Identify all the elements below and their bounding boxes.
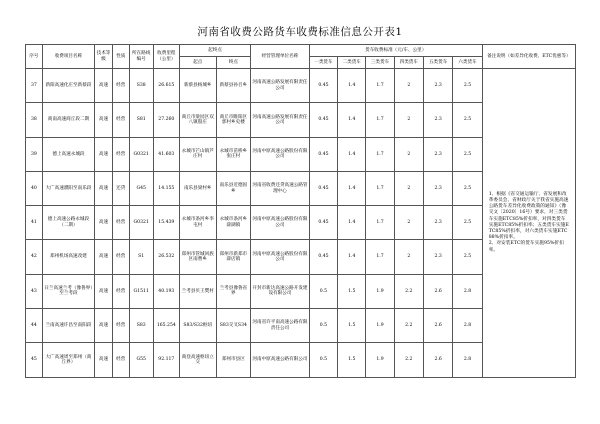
cell-operator: 河南中原高速公路股份有限公司 [251, 206, 310, 240]
cell-route-code: G0321 [129, 137, 153, 171]
cell-start-point: S83/S32枢纽 [179, 309, 216, 343]
cell-route-code: S38 [129, 69, 153, 103]
cell-rate-class-1: 0.5 [309, 274, 337, 308]
cell-grade: 高速 [95, 69, 113, 103]
cell-rate-class-3: 1.9 [366, 274, 394, 308]
cell-project-name: 德上高速公路永城段（二期） [42, 206, 94, 240]
header-mileage: 收费里程（公里） [153, 45, 179, 69]
cell-rate-class-6: 2.5 [453, 240, 482, 274]
cell-route-code: S83 [129, 309, 153, 343]
cell-rate-class-1: 0.5 [309, 343, 337, 377]
cell-rate-class-1: 0.45 [309, 103, 337, 137]
header-end: 终点 [216, 57, 251, 69]
cell-end-point: 永城市苗桥乡张庄村 [216, 137, 251, 171]
toll-table [25, 44, 576, 378]
cell-rate-class-2: 1.4 [338, 69, 366, 103]
cell-route-code: S1 [129, 240, 153, 274]
cell-end-point: S83交叉S34 [216, 309, 251, 343]
cell-mileage: 15.439 [153, 206, 179, 240]
cell-rate-class-3: 1.7 [366, 171, 394, 205]
cell-seq: 37 [26, 69, 43, 103]
cell-operator: 河南中原高速公路有限公司 [251, 343, 310, 377]
cell-grade: 高速 [95, 240, 113, 274]
header-operator: 经营管理单位名称 [251, 45, 310, 69]
remark-note: 1、根据《省交通运输厅、省发展和改革委员会、省财政厅关于我省实施高速公路货车差异化收费政策的通知》（豫交文〔2020〕16号）要求，对三类货车实施ETC85%折扣率，对四类货车实施ETC85%折扣率；五类货车实施ETC85%折扣率，对六类货车实施ETC88%折扣率。 2、对安装ETC的货车实施95%折扣率。 [482, 69, 575, 378]
cell-rate-class-2: 1.5 [338, 274, 366, 308]
cell-operator: 河南中原高速公路股份有限公司 [251, 137, 310, 171]
cell-rate-class-5: 2.3 [423, 240, 452, 274]
header-class-5: 五类货车 [423, 57, 452, 69]
cell-nature: 经营 [112, 274, 129, 308]
cell-seq: 41 [26, 206, 43, 240]
cell-project-name: 兰南高速许昌至南阳段 [42, 309, 94, 343]
cell-mileage: 41.603 [153, 137, 179, 171]
cell-start-point: 商登高速枢纽立交 [179, 343, 216, 377]
cell-rate-class-5: 2.3 [423, 137, 452, 171]
cell-rate-class-6: 2.5 [453, 103, 482, 137]
header-code: 所在路线编号 [129, 45, 153, 69]
cell-rate-class-6: 2.8 [453, 343, 482, 377]
cell-rate-class-4: 2.2 [394, 274, 423, 308]
cell-nature: 经营 [112, 240, 129, 274]
cell-grade: 高速 [95, 137, 113, 171]
cell-end-point: 新蔡县孙召乡 [216, 69, 251, 103]
cell-start-point: 永城市条河乡李屯村 [179, 206, 216, 240]
cell-rate-class-1: 0.45 [309, 69, 337, 103]
cell-nature: 经营 [112, 309, 129, 343]
cell-rate-class-6: 2.8 [453, 274, 482, 308]
cell-rate-class-6: 2.8 [453, 309, 482, 343]
header-nature: 性质 [112, 45, 129, 69]
cell-seq: 40 [26, 171, 43, 205]
cell-route-code: G55 [129, 343, 153, 377]
cell-mileage: 26.532 [153, 240, 179, 274]
cell-rate-class-3: 1.9 [366, 309, 394, 343]
header-seq: 序号 [26, 45, 43, 69]
header-name: 收费项目名称 [42, 45, 94, 69]
cell-seq: 38 [26, 103, 43, 137]
cell-nature: 经营 [112, 103, 129, 137]
cell-project-name: 新阳高速化庄至新蔡段 [42, 69, 94, 103]
cell-rate-class-6: 2.5 [453, 171, 482, 205]
cell-operator: 河南省许平南高速公路有限责任公司 [251, 309, 310, 343]
cell-rate-class-1: 0.5 [309, 309, 337, 343]
cell-rate-class-3: 1.7 [366, 206, 394, 240]
cell-rate-class-4: 2 [394, 171, 423, 205]
cell-rate-class-5: 2.6 [423, 274, 452, 308]
cell-rate-class-4: 2 [394, 240, 423, 274]
cell-start-point: 永城市芒山镇芦庄村 [179, 137, 216, 171]
header-grade: 技术等级 [95, 45, 113, 69]
table-row [26, 69, 576, 103]
cell-rate-class-6: 2.5 [453, 206, 482, 240]
cell-grade: 高速 [95, 206, 113, 240]
cell-rate-class-1: 0.45 [309, 206, 337, 240]
cell-start-point: 郑州市管城回族区南曹乡 [179, 240, 216, 274]
header-rate-group: 货车收费标准（元/车、公里） [309, 45, 482, 57]
cell-grade: 高速 [95, 274, 113, 308]
cell-end-point: 永城市条河乡薛湖镇 [216, 206, 251, 240]
cell-grade: 高速 [95, 309, 113, 343]
cell-rate-class-2: 1.4 [338, 240, 366, 274]
cell-rate-class-6: 2.5 [453, 69, 482, 103]
cell-rate-class-1: 0.45 [309, 240, 337, 274]
cell-rate-class-4: 2 [394, 206, 423, 240]
cell-nature: 还贷 [112, 171, 129, 205]
cell-rate-class-5: 2.3 [423, 103, 452, 137]
cell-rate-class-4: 2 [394, 103, 423, 137]
cell-rate-class-4: 2.2 [394, 343, 423, 377]
cell-rate-class-3: 1.7 [366, 137, 394, 171]
cell-rate-class-3: 1.9 [366, 343, 394, 377]
cell-rate-class-2: 1.4 [338, 206, 366, 240]
cell-rate-class-1: 0.45 [309, 171, 337, 205]
header-class-2: 二类货车 [338, 57, 366, 69]
cell-route-code: S81 [129, 103, 153, 137]
header-class-4: 四类货车 [394, 57, 423, 69]
header-start-end: 起终点 [179, 45, 250, 57]
cell-mileage: 92.117 [153, 343, 179, 377]
cell-end-point: 兰考县豫鲁省界 [216, 274, 251, 308]
cell-project-name: 日兰高速兰考（豫鲁界）至兰考段 [42, 274, 94, 308]
header-start: 起点 [179, 57, 216, 69]
cell-nature: 经营 [112, 69, 129, 103]
cell-route-code: G0321 [129, 206, 153, 240]
cell-grade: 高速 [95, 103, 113, 137]
cell-rate-class-4: 2 [394, 69, 423, 103]
cell-grade: 高速 [95, 171, 113, 205]
cell-mileage: 26.615 [153, 69, 179, 103]
cell-grade: 高速 [95, 343, 113, 377]
cell-route-code: G1511 [129, 274, 153, 308]
table-body [26, 69, 576, 378]
cell-rate-class-4: 2.2 [394, 309, 423, 343]
cell-project-name: 郑州机场高速改建 [42, 240, 94, 274]
cell-project-name: 商南高速商丘段二期 [42, 103, 94, 137]
cell-mileage: 14.155 [153, 171, 179, 205]
cell-rate-class-3: 1.7 [366, 69, 394, 103]
cell-operator: 河南中原高速公路股份有限公司 [251, 240, 310, 274]
cell-operator: 河南高速公路发展有限责任公司 [251, 69, 310, 103]
cell-operator: 河南省收费还贷高速公路管理中心 [251, 171, 310, 205]
cell-mileage: 165.254 [153, 309, 179, 343]
cell-nature: 经营 [112, 137, 129, 171]
cell-operator: 河南高速公路发展有限责任公司 [251, 103, 310, 137]
cell-rate-class-1: 0.45 [309, 137, 337, 171]
page-title: 河南省收费公路货车收费标准信息公开表1 [197, 26, 403, 38]
cell-nature: 经营 [112, 343, 129, 377]
cell-start-point: 新蔡县杨城乡 [179, 69, 216, 103]
cell-rate-class-2: 1.4 [338, 103, 366, 137]
cell-rate-class-6: 2.5 [453, 137, 482, 171]
cell-rate-class-3: 1.7 [366, 240, 394, 274]
cell-rate-class-2: 1.5 [338, 343, 366, 377]
cell-operator: 开封市新达高速公路开发建设有限公司 [251, 274, 310, 308]
cell-rate-class-5: 2.3 [423, 69, 452, 103]
header-class-3: 三类货车 [366, 57, 394, 69]
cell-project-name: 德上高速永城段 [42, 137, 94, 171]
cell-route-code: G45 [129, 171, 153, 205]
cell-start-point: 兰考县贝王樊村 [179, 274, 216, 308]
cell-mileage: 27.260 [153, 103, 179, 137]
cell-rate-class-5: 2.6 [423, 343, 452, 377]
header-class-6: 六类货车 [453, 57, 482, 69]
cell-end-point: 郑州市县区 [216, 343, 251, 377]
cell-start-point: 商丘市梁园区双八镇殷庄 [179, 103, 216, 137]
cell-rate-class-5: 2.3 [423, 206, 452, 240]
header-class-1: 一类货车 [309, 57, 337, 69]
cell-end-point: 南乐县近德固乡 [216, 171, 251, 205]
cell-end-point: 商丘市睢阳区郭村乡史楼 [216, 103, 251, 137]
header-remark: 备注说明（如差异化收费、ETC优惠等） [482, 45, 575, 69]
cell-seq: 45 [26, 343, 43, 377]
cell-rate-class-2: 1.5 [338, 309, 366, 343]
cell-mileage: 40.193 [153, 274, 179, 308]
cell-rate-class-3: 1.7 [366, 103, 394, 137]
cell-rate-class-2: 1.4 [338, 171, 366, 205]
cell-project-name: 大广高速周至郑州（商丘界） [42, 343, 94, 377]
cell-rate-class-5: 2.3 [423, 171, 452, 205]
cell-seq: 43 [26, 274, 43, 308]
cell-seq: 44 [26, 309, 43, 343]
cell-end-point: 郑州市新郑市薛店镇 [216, 240, 251, 274]
cell-start-point: 南乐县梁村乡 [179, 171, 216, 205]
cell-rate-class-5: 2.6 [423, 309, 452, 343]
cell-rate-class-4: 2 [394, 137, 423, 171]
cell-seq: 42 [26, 240, 43, 274]
cell-project-name: 大广高速濮阳至南乐段 [42, 171, 94, 205]
cell-nature: 经营 [112, 206, 129, 240]
cell-seq: 39 [26, 137, 43, 171]
cell-rate-class-2: 1.4 [338, 137, 366, 171]
